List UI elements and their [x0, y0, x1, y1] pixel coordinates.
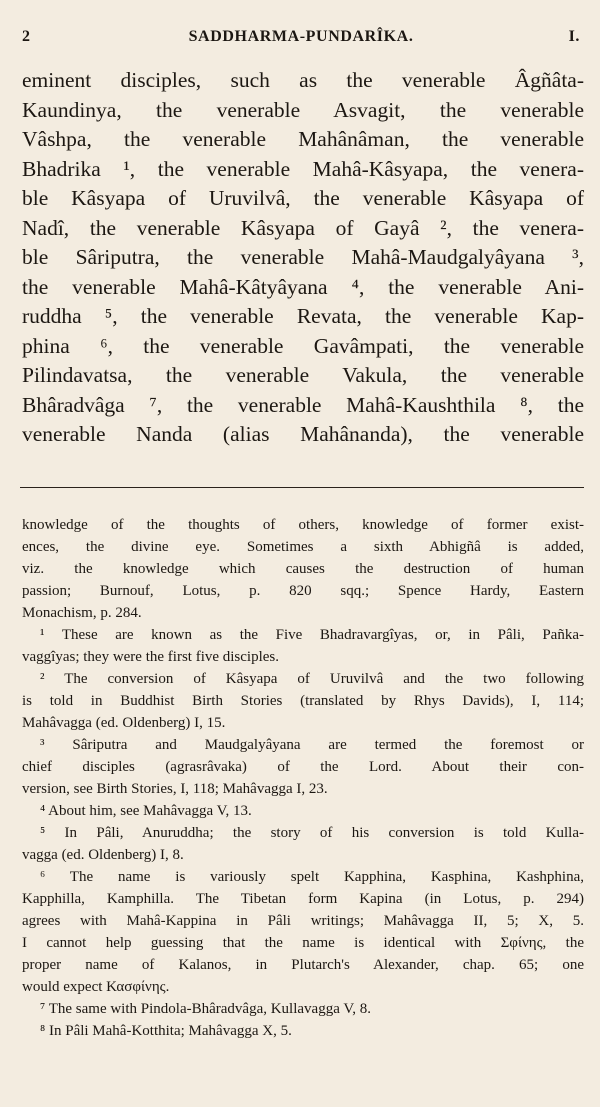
main-text-line: Kaundinya, the venerable Asvagit, the venerable — [22, 97, 584, 122]
footnote-line: is told in Buddhist Birth Stories (translated by Rhys Davids), I, 114; — [22, 693, 584, 709]
footnote-line: ⁴ About him, see Mahâvagga V, 13. — [40, 803, 252, 819]
footnote-line: ences, the divine eye. Sometimes a sixth Abhigñâ is added, — [22, 539, 584, 555]
main-text-line: Pilindavatsa, the venerable Vakula, the venerable — [22, 363, 584, 387]
footnote-line: ⁷ The same with Pindola-Bhâradvâga, Kullavagga V, 8. — [40, 1001, 371, 1017]
main-text-line: Nadî, the venerable Kâsyapa of Gayâ ², the venera- — [22, 215, 584, 240]
footnote-line: viz. the knowledge which causes the destruction of human — [22, 561, 584, 577]
main-text-line: the venerable Mahâ-Kâtyâyana ⁴, the venerable Ani- — [22, 274, 584, 299]
footnote-line: knowledge of the thoughts of others, knowledge of former exist- — [22, 517, 584, 533]
footnote-line: ¹ These are known as the Five Bhadravargîyas, or, in Pâli, Pañka- — [40, 627, 584, 643]
footnote-line: version, see Birth Stories, I, 118; Mahâvagga I, 23. — [22, 781, 328, 797]
main-text-line: Bhâradvâga ⁷, the venerable Mahâ-Kaushthila ⁸, the — [22, 392, 584, 417]
footnote-line: would expect Κασφίνης. — [22, 979, 170, 995]
chapter-number: I. — [568, 28, 580, 45]
footnote-line: ⁸ In Pâli Mahâ-Kotthita; Mahâvagga X, 5. — [40, 1023, 292, 1039]
footnote-divider — [20, 487, 584, 488]
footnote-line: vaggîyas; they were the first five disciples. — [22, 649, 280, 665]
footnotes — [22, 514, 584, 1042]
footnote-line: ⁵ In Pâli, Anuruddha; the story of his conversion is told Kulla- — [40, 825, 584, 841]
footnote-line: ² The conversion of Kâsyapa of Uruvilvâ and the two following — [40, 671, 584, 687]
main-text — [22, 66, 584, 450]
footnote-line: Mahâvagga (ed. Oldenberg) I, 15. — [22, 715, 226, 731]
footnote-line: Monachism, p. 284. — [22, 605, 142, 621]
running-title: SADDHARMA-PUNDARÎKA. — [188, 28, 414, 45]
page-number: 2 — [22, 28, 31, 45]
main-text-line: Bhadrika ¹, the venerable Mahâ-Kâsyapa, the venera- — [22, 156, 584, 181]
running-header — [22, 22, 580, 52]
footnote-line: vagga (ed. Oldenberg) I, 8. — [22, 847, 184, 863]
footnote-line: ³ Sâriputra and Maudgalyâyana are termed the foremost or — [40, 737, 584, 753]
footnote-line: I cannot help guessing that the name is identical with Σφίνης, the — [22, 935, 584, 951]
footnote-line: agrees with Mahâ-Kappina in Pâli writings; Mahâvagga II, 5; X, 5. — [22, 913, 584, 929]
footnote-line: chief disciples (agrasrâvaka) of the Lord. About their con- — [22, 759, 584, 775]
footnote-line: Kapphilla, Kamphilla. The Tibetan form Kapina (in Lotus, p. 294) — [22, 891, 584, 907]
main-text-line: venerable Nanda (alias Mahânanda), the venerable — [22, 422, 584, 446]
main-text-line: ble Sâriputra, the venerable Mahâ-Maudgalyâyana ³, — [22, 245, 584, 269]
main-text-line: Vâshpa, the venerable Mahânâman, the venerable — [22, 127, 584, 151]
footnote-line: ⁶ The name is variously spelt Kapphina, Kasphina, Kashphina, — [40, 869, 584, 885]
main-text-line: ble Kâsyapa of Uruvilvâ, the venerable Kâsyapa of — [22, 186, 584, 210]
main-text-line: ruddha ⁵, the venerable Revata, the venerable Kap- — [22, 304, 584, 328]
footnote-line: proper name of Kalanos, in Plutarch's Alexander, chap. 65; one — [22, 957, 584, 973]
main-text-line: eminent disciples, such as the venerable Âgñâta- — [22, 68, 584, 92]
main-text-line: phina ⁶, the venerable Gavâmpati, the venerable — [22, 333, 584, 358]
footnote-line: passion; Burnouf, Lotus, p. 820 sqq.; Spence Hardy, Eastern — [22, 583, 584, 599]
